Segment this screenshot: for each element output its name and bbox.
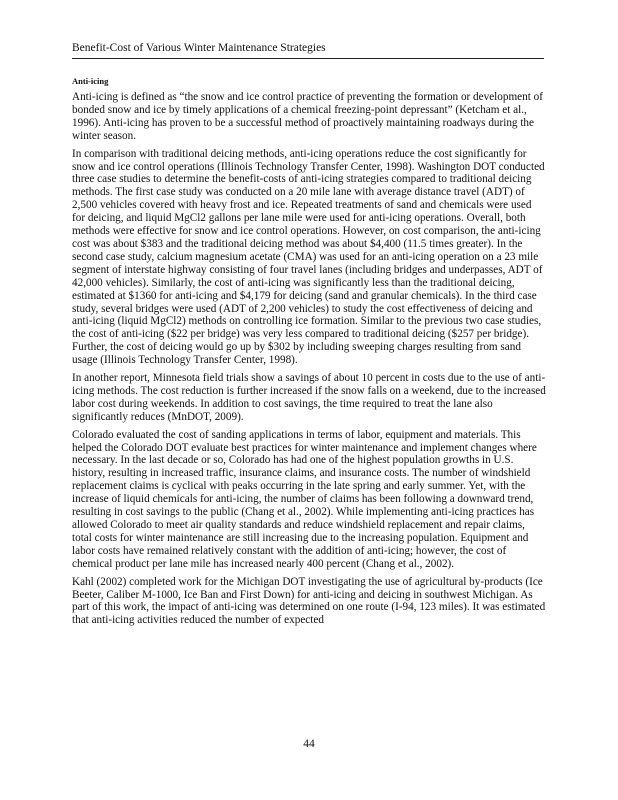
paragraph-michigan-study: Kahl (2002) completed work for the Michigan DOT investigating the use of agricultural by-products (Ice Beeter, Caliber M-1000, Ice Ban and First Down) for anti-icing and deicing in southwest Michigan. As part of this work, the impact of anti-icing was determined on one route (I-94, 123 miles). It was estimated that anti-icing activities reduced the number of expected [72, 575, 546, 627]
paragraph-colorado-evaluation: Colorado evaluated the cost of sanding applications in terms of labor, equipment and materials. This helped the Colorado DOT evaluate best practices for winter maintenance and implement changes where necessary. In the last decade or so, Colorado has had one of the highest population growths in U.S. history, resulting in increased traffic, insurance claims, and insurance costs. The number of windshield replacement claims is cyclical with peaks occurring in the late spring and early summer. Yet, with the increase of liquid chemicals for anti-icing, the number of claims has been following a downward trend, resulting in cost savings to the public (Chang et al., 2002). While implementing anti-icing practices has allowed Colorado to meet air quality standards and reduce windshield replacement and repair claims, total costs for winter maintenance are still increasing due to the increasing population. Equipment and labor costs have remained relatively constant with the addition of anti-icing; however, the cost of chemical product per lane mile has increased nearly 400 percent (Chang et al., 2002). [72, 428, 537, 570]
running-header: Benefit-Cost of Various Winter Maintenance Strategies [72, 42, 326, 54]
paragraph-anti-icing-definition: Anti-icing is defined as “the snow and ice control practice of preventing the formation or development of bonded snow and ice by timely applications of a chemical freezing-point depressant” (Ketcham et al., 1996). Anti-icing has proven to be a successful method of proactively maintaining roadways during the winter season. [72, 91, 543, 142]
header-rule [72, 58, 544, 59]
body-content [72, 76, 546, 632]
page-number: 44 [303, 738, 315, 750]
section-heading: Anti-icing [72, 76, 109, 86]
paragraph-washington-case-studies: In comparison with traditional deicing methods, anti-icing operations reduce the cost significantly for snow and ice control operations (Illinois Technology Transfer Center, 1998). Washington DOT conducted three case studies to determine the benefit-costs of anti-icing strategies compared to traditional deicing methods. The first case study was conducted on a 20 mile lane with average distance travel (ADT) of 2,500 vehicles covered with heavy frost and ice. Repeated treatments of sand and chemicals were used for deicing, and liquid MgCl2 gallons per lane mile were used for anti-icing operations. Overall, both methods were effective for snow and ice control operations. However, on cost comparison, the anti-icing cost was about $383 and the traditional deicing method was about $4,400 (11.5 times greater). In the second case study, calcium magnesium acetate (CMA) was used for an anti-icing operation on a 23 mile segment of interstate highway consisting of four travel lanes (including bridges and underpasses, ADT of 42,000 vehicles). Similarly, the cost of anti-icing was significantly less than the traditional deicing, estimated at $1360 for anti-icing and $4,179 for deicing (sand and granular chemicals). In the third case study, several bridges were used (ADT of 2,200 vehicles) to study the cost effectiveness of deicing and anti-icing (liquid MgCl2) methods on controlling ice formation. Similar to the previous two case studies, the cost of anti-icing ($22 per bridge) was very less compared to traditional deicing ($257 per bridge). Further, the cost of deicing would go up by $302 by including sweeping charges resulting from sand usage (Illinois Technology Transfer Center, 1998). [72, 147, 545, 367]
paragraph-minnesota-trials: In another report, Minnesota field trials show a savings of about 10 percent in costs due to the use of anti-icing methods. The cost reduction is further increased if the snow falls on a weekend, due to the increased labor cost during weekends. In addition to cost savings, the time required to treat the lane also significantly reduces (MnDOT, 2009). [72, 372, 546, 423]
